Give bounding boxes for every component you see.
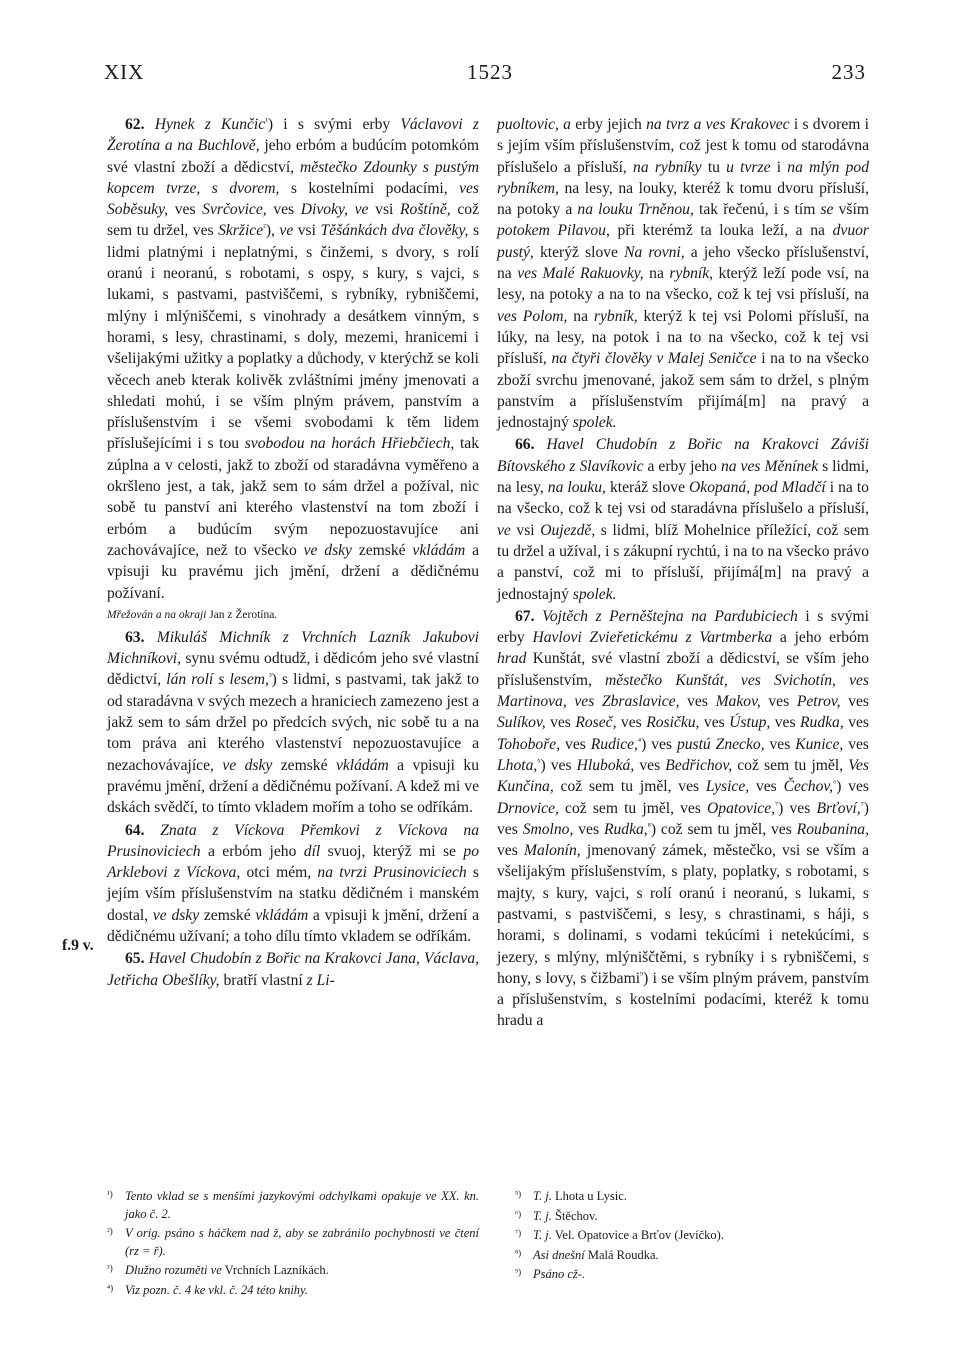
footnote-1: ¹) Tento vklad se s menšími jazykovými odchylkami opakuje ve XX. kn. jako č. 2.	[107, 1189, 479, 1221]
footnotes-right	[515, 1186, 875, 1284]
page-number: 233	[831, 60, 866, 84]
footnote-7: ⁷) T. j. Vel. Opatovice a Brťov (Jevíčko).	[515, 1228, 724, 1242]
entry-62: 62. Hynek z Kunčic$^{^1}$) i s svými erby Václavovi z Žerotína a na Buchlově, jeho erbóm a budúcím potomkóm své vlastní zboží a dědicství, městečko Zdounky s pustým kopcem tvrze, s dvorem, s kostelními podacími, ves Soběsuky, ves Svrčovice, ves Divoky, ve vsi Roštíně, což sem tu držel, ves Skržice$^{^2}$), ve vsi Těšánkách dva člověky, s lidmi platnými i neplatnými, s činžemi, s dvory, s rolí oranú i neoranú, s robotami, s ospy, s kury, s vajci, s lukami, s pastvami, pastviščemi, s rybníky, rybniščemi, mlýny i mlýniščemi, s vinohrady a desátkem vinným, s horami, s lesy, chrastinami, s doly, mezemi, hranicemi i všelijakými užitky a poplatky a důchody, v kterýchž se koli věcech aneb kterak kolivěk zvláštními jmény jmenovati a shledati mohú, i se vším plným právem, panstvím a příslušenstvím i se všemi svobodami k těm lidem příslušejícími i s tou svobodou na horách Hřiebčiech, tak zúplna a v celosti, jakž to zboží od staradávna vyměřeno a okršleno jest, a tak, jakž sem to sám držel a požíval, nic sobě tu panství ani kterého vlastenství na tom zboží i erbóm a budúcím svým nepozuostavujíce ani zachovávajíce, než to všecko ve dsky zemské vkládám a vpisuji ku pravému jich jmění, držení a dědičnému požívaní.	[107, 116, 480, 602]
footnote-4: ⁴) Viz pozn. č. 4 ke vkl. č. 24 této knihy.	[107, 1282, 309, 1297]
folio-marker: f.9 v.	[62, 937, 94, 954]
footnote-8: ⁸) Asi dnešní Malá Roudka.	[515, 1247, 659, 1262]
entry-63: 63. Mikuláš Michník z Vrchních Lazník Jakubovi Michníkovi, synu svému odtudž, i dědicóm jeho své vlastní dědictví, lán rolí s lesem,$^{^3}$) s lidmi, s pastvami, tak jakž to od staradávna v svých mezech a hraniciech zamezeno jest a jakž sem to sám držel po předcích svých, nic sobě tu a na tom práva ani kterého vlastenství nepozuostavujíce a nezachovávajíce, ve dsky zemské vkládám a vpisuji ku pravému jmění, držení a dědičnému požívaní. A kdež mi ve dskách svědčí, to tímto vkladem mořím a toho se odříkám.	[107, 628, 480, 817]
footnote-2: ²) V orig. psáno s háčkem nad ž, aby se zabránilo pochybnosti ve čtení (rz = ř).	[107, 1226, 479, 1258]
entry-65: 65. Havel Chudobín z Bořic na Krakovci Janа, Václava, Jetřicha Obešlíky, bratří vlastní z Li-	[107, 950, 480, 989]
marginal-note: Mřežován a na okraji Jan z Žerotína.	[107, 608, 278, 621]
entry-66: 66. Havel Chudobín z Bořic na Krakovci Záviši Bítovského z Slavíkovic a erby jeho na ves Měnínek s lidmi, na lesy, na louku, kteráž slove Okopaná, pod Mladčí i na to na všecko, což k tej vsi od staradávna příslušelo a přísluší, ve vsi Oujezdě, s lidmi, blíž Mohelnice příležící, což sem tu držel a užíval, i s zákupní rychtú, i na to na všecko právo a panství, což mi to přísluší, přijímá[m] na pravý a jednostajný spolek.	[497, 436, 870, 603]
entry-67: 67. Vojtěch z Perněštejna na Pardubiciech i s svými erby Havlovi Zvieřetickému z Vartmberka a jeho erbóm hrad Kunštát, své vlastní zboží a dědicství, se vším jeho příslušenstvím, městečko Kunštát, ves Svichotín, ves Martinova, ves Zbraslavice, ves Makov, ves Petrov, ves Sulíkov, ves Roseč, ves Rosičku, ves Ústup, ves Rudka, ves Tohoboře, ves Rudice,$^{^4}$) ves pustú Znecko, ves Kunice, ves Lhota,$^{^5}$) ves Hluboká, ves Bedřichov, což sem tu jměl, Ves Kunčina, což sem tu jměl, ves Lysice, ves Čechov,$^{^6}$) ves Drnovice, což sem tu jměl, ves Opatovice,$^{^7}$) ves Brťoví,$^{^7}$) ves Smolno, ves Rudka,$^{^8}$) což sem tu jměl, ves Roubanina, ves Malonín, jmenovaný zámek, městečko, vsi se vším a všelijakým příslušenstvím, s platy, poplatky, s robotami, s majty, s kury, vajci, s rolí oranú i neoranú, s lukami, s pastvami, s pastviščemi, s lesy, s chrastinami, s háji, s horami, s dolinami, s vodami tekúcími i netekúcími, s jezery, s mlýny, mlýniščtěmi, s rybníky i s rybniščemi, s hony, s lovy, s čižbami$^{^9}$) i se vším plným právem, panstvím a příslušenstvím, s kostelními podacími, kteréž k tomu hradu a	[497, 607, 870, 1030]
footnote-9: ⁹) Psáno cž-.	[515, 1267, 586, 1281]
running-head-left: XIX	[104, 60, 145, 84]
footnote-3: ³) Dlužno rozuměti ve Vrchních Lazníkách.	[107, 1263, 329, 1277]
left-column	[107, 114, 479, 991]
footnotes-left	[107, 1186, 479, 1299]
entry-65-continued: puoltovic, a erby jejich na tvrz a ves Krakovec i s dvorem i s jejím vším příslušenstvím, což jest k tomu od starodávna příslušelo a přísluší, na rybníky tu u tvrze i na mlýn pod rybníkem, na lesy, na louky, kteréž k tomu dvoru přísluší, na potoky a na louku Trněnou, tak řečenú, i s tím se vším potokem Pilavou, při kterémž ta louka leží, a na dvuor pustý, kterýž slove Na rovni, a jeho všecko příslušenství, na ves Malé Rakuovky, na rybník, kterýž leží pode vsí, na lesy, na potoky a na to na všecko, což k tej vsi přísluší, na ves Polom, na rybník, kterýž k tej vsi Polomi přísluší, na lúky, na lesy, na potok i na to na všecko, což k tej vsi přísluší, na čtyři člověky v Malej Seničce i na to na všecko zboží svrchu jmenované, jakož sem sám to držel, s plným panstvím a příslušenstvím přijímá[m] na pravý a jednostajný spolek.	[497, 116, 870, 432]
footnote-5: ⁵) T. j. Lhota u Lysic.	[515, 1189, 627, 1203]
year-heading: 1523	[467, 60, 513, 84]
entry-64: 64. Znata z Víckova Přemkovi z Víckova na Prusinoviciech a erbóm jeho díl svuoj, kterýž mi se po Arklebovi z Víckova, otci mém, na tvrzi Prusinoviciech s jejím vším příslušenstvím na statku dědičném i manském dostal, ve dsky zemské vkládám a vpisuji k jmění, držení a dědičnému užívaní; a toho dílu tímto vkladem se odříkám.	[107, 821, 480, 945]
footnote-6: ⁶) T. j. Štěchov.	[515, 1208, 598, 1223]
right-column	[497, 114, 869, 1032]
